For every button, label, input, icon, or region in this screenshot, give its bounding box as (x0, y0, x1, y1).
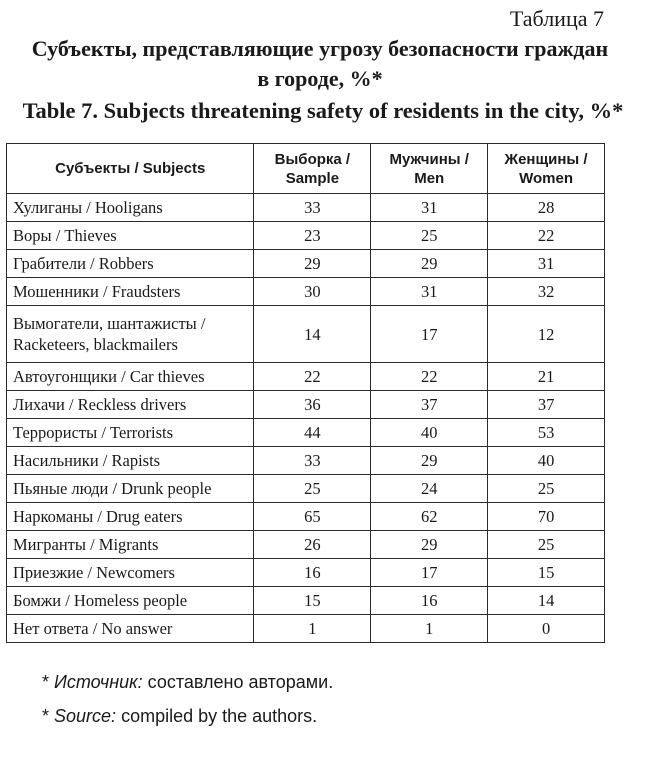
table-row (7, 194, 605, 222)
cell-women: 40 (488, 447, 605, 475)
title-english: Table 7. Subjects threatening safety of residents in the city, %* (22, 98, 624, 123)
row-label: Нет ответа / No answer (7, 615, 254, 643)
table-row (7, 475, 605, 503)
source-note-ru: * Источник: составлено авторами. (42, 672, 334, 692)
source-label-en: Source: (54, 706, 117, 726)
table-row (7, 447, 605, 475)
cell-men: 29 (371, 531, 488, 559)
table-row (7, 587, 605, 615)
row-label: Пьяные люди / Drunk people (7, 475, 254, 503)
row-label: Бомжи / Homeless people (7, 587, 254, 615)
cell-women: 53 (488, 419, 605, 447)
source-label-ru: Источник: (54, 672, 143, 692)
cell-sample: 15 (254, 587, 371, 615)
row-label: Грабители / Robbers (7, 250, 254, 278)
cell-men: 1 (371, 615, 488, 643)
table-row (7, 391, 605, 419)
cell-men: 31 (371, 194, 488, 222)
title-ru-line1: Субъекты, представляющие угрозу безопасности граждан (31, 36, 609, 61)
header-women: Женщины / Women (488, 144, 605, 194)
cell-women: 31 (488, 250, 605, 278)
cell-sample: 22 (254, 363, 371, 391)
source-note-en: * Source: compiled by the authors. (42, 706, 318, 726)
table-row (7, 531, 605, 559)
cell-women: 15 (488, 559, 605, 587)
header-sample: Выборка / Sample (254, 144, 371, 194)
table-row (7, 278, 605, 306)
title-ru-line2: в городе, %* (257, 66, 383, 91)
cell-men: 17 (371, 306, 488, 363)
cell-men: 29 (371, 250, 488, 278)
row-label: Хулиганы / Hooligans (7, 194, 254, 222)
cell-men: 40 (371, 419, 488, 447)
header-subjects: Субъекты / Subjects (7, 144, 254, 194)
cell-sample: 23 (254, 222, 371, 250)
cell-sample: 36 (254, 391, 371, 419)
cell-women: 21 (488, 363, 605, 391)
title-russian (0, 34, 640, 94)
table-row (7, 306, 605, 363)
row-label: Автоугонщики / Car thieves (7, 363, 254, 391)
table-row (7, 503, 605, 531)
cell-men: 16 (371, 587, 488, 615)
cell-women: 12 (488, 306, 605, 363)
row-label: Террористы / Terrorists (7, 419, 254, 447)
cell-sample: 33 (254, 447, 371, 475)
table-row (7, 250, 605, 278)
cell-women: 14 (488, 587, 605, 615)
cell-women: 0 (488, 615, 605, 643)
row-label: Мошенники / Fraudsters (7, 278, 254, 306)
row-label: Мигранты / Migrants (7, 531, 254, 559)
cell-sample: 33 (254, 194, 371, 222)
cell-sample: 26 (254, 531, 371, 559)
cell-sample: 25 (254, 475, 371, 503)
cell-men: 17 (371, 559, 488, 587)
cell-women: 32 (488, 278, 605, 306)
cell-men: 25 (371, 222, 488, 250)
row-label: Воры / Thieves (7, 222, 254, 250)
cell-women: 70 (488, 503, 605, 531)
table-row (7, 559, 605, 587)
cell-men: 22 (371, 363, 488, 391)
cell-men: 62 (371, 503, 488, 531)
cell-sample: 29 (254, 250, 371, 278)
row-label: Приезжие / Newcomers (7, 559, 254, 587)
cell-sample: 30 (254, 278, 371, 306)
cell-women: 25 (488, 531, 605, 559)
row-label: Насильники / Rapists (7, 447, 254, 475)
cell-men: 29 (371, 447, 488, 475)
row-label: Лихачи / Reckless drivers (7, 391, 254, 419)
data-table (6, 143, 605, 643)
cell-women: 22 (488, 222, 605, 250)
cell-sample: 14 (254, 306, 371, 363)
cell-sample: 16 (254, 559, 371, 587)
cell-men: 24 (371, 475, 488, 503)
cell-women: 25 (488, 475, 605, 503)
header-men: Мужчины / Men (371, 144, 488, 194)
header-row (7, 144, 605, 194)
cell-men: 31 (371, 278, 488, 306)
cell-women: 28 (488, 194, 605, 222)
cell-sample: 65 (254, 503, 371, 531)
cell-men: 37 (371, 391, 488, 419)
row-label: Наркоманы / Drug eaters (7, 503, 254, 531)
table-label: Таблица 7 (509, 6, 604, 31)
table-row (7, 615, 605, 643)
table-row (7, 363, 605, 391)
table-row (7, 419, 605, 447)
table-row (7, 222, 605, 250)
cell-women: 37 (488, 391, 605, 419)
row-label: Вымогатели, шантажисты / Racketeers, blackmailers (7, 306, 254, 363)
cell-sample: 1 (254, 615, 371, 643)
cell-sample: 44 (254, 419, 371, 447)
